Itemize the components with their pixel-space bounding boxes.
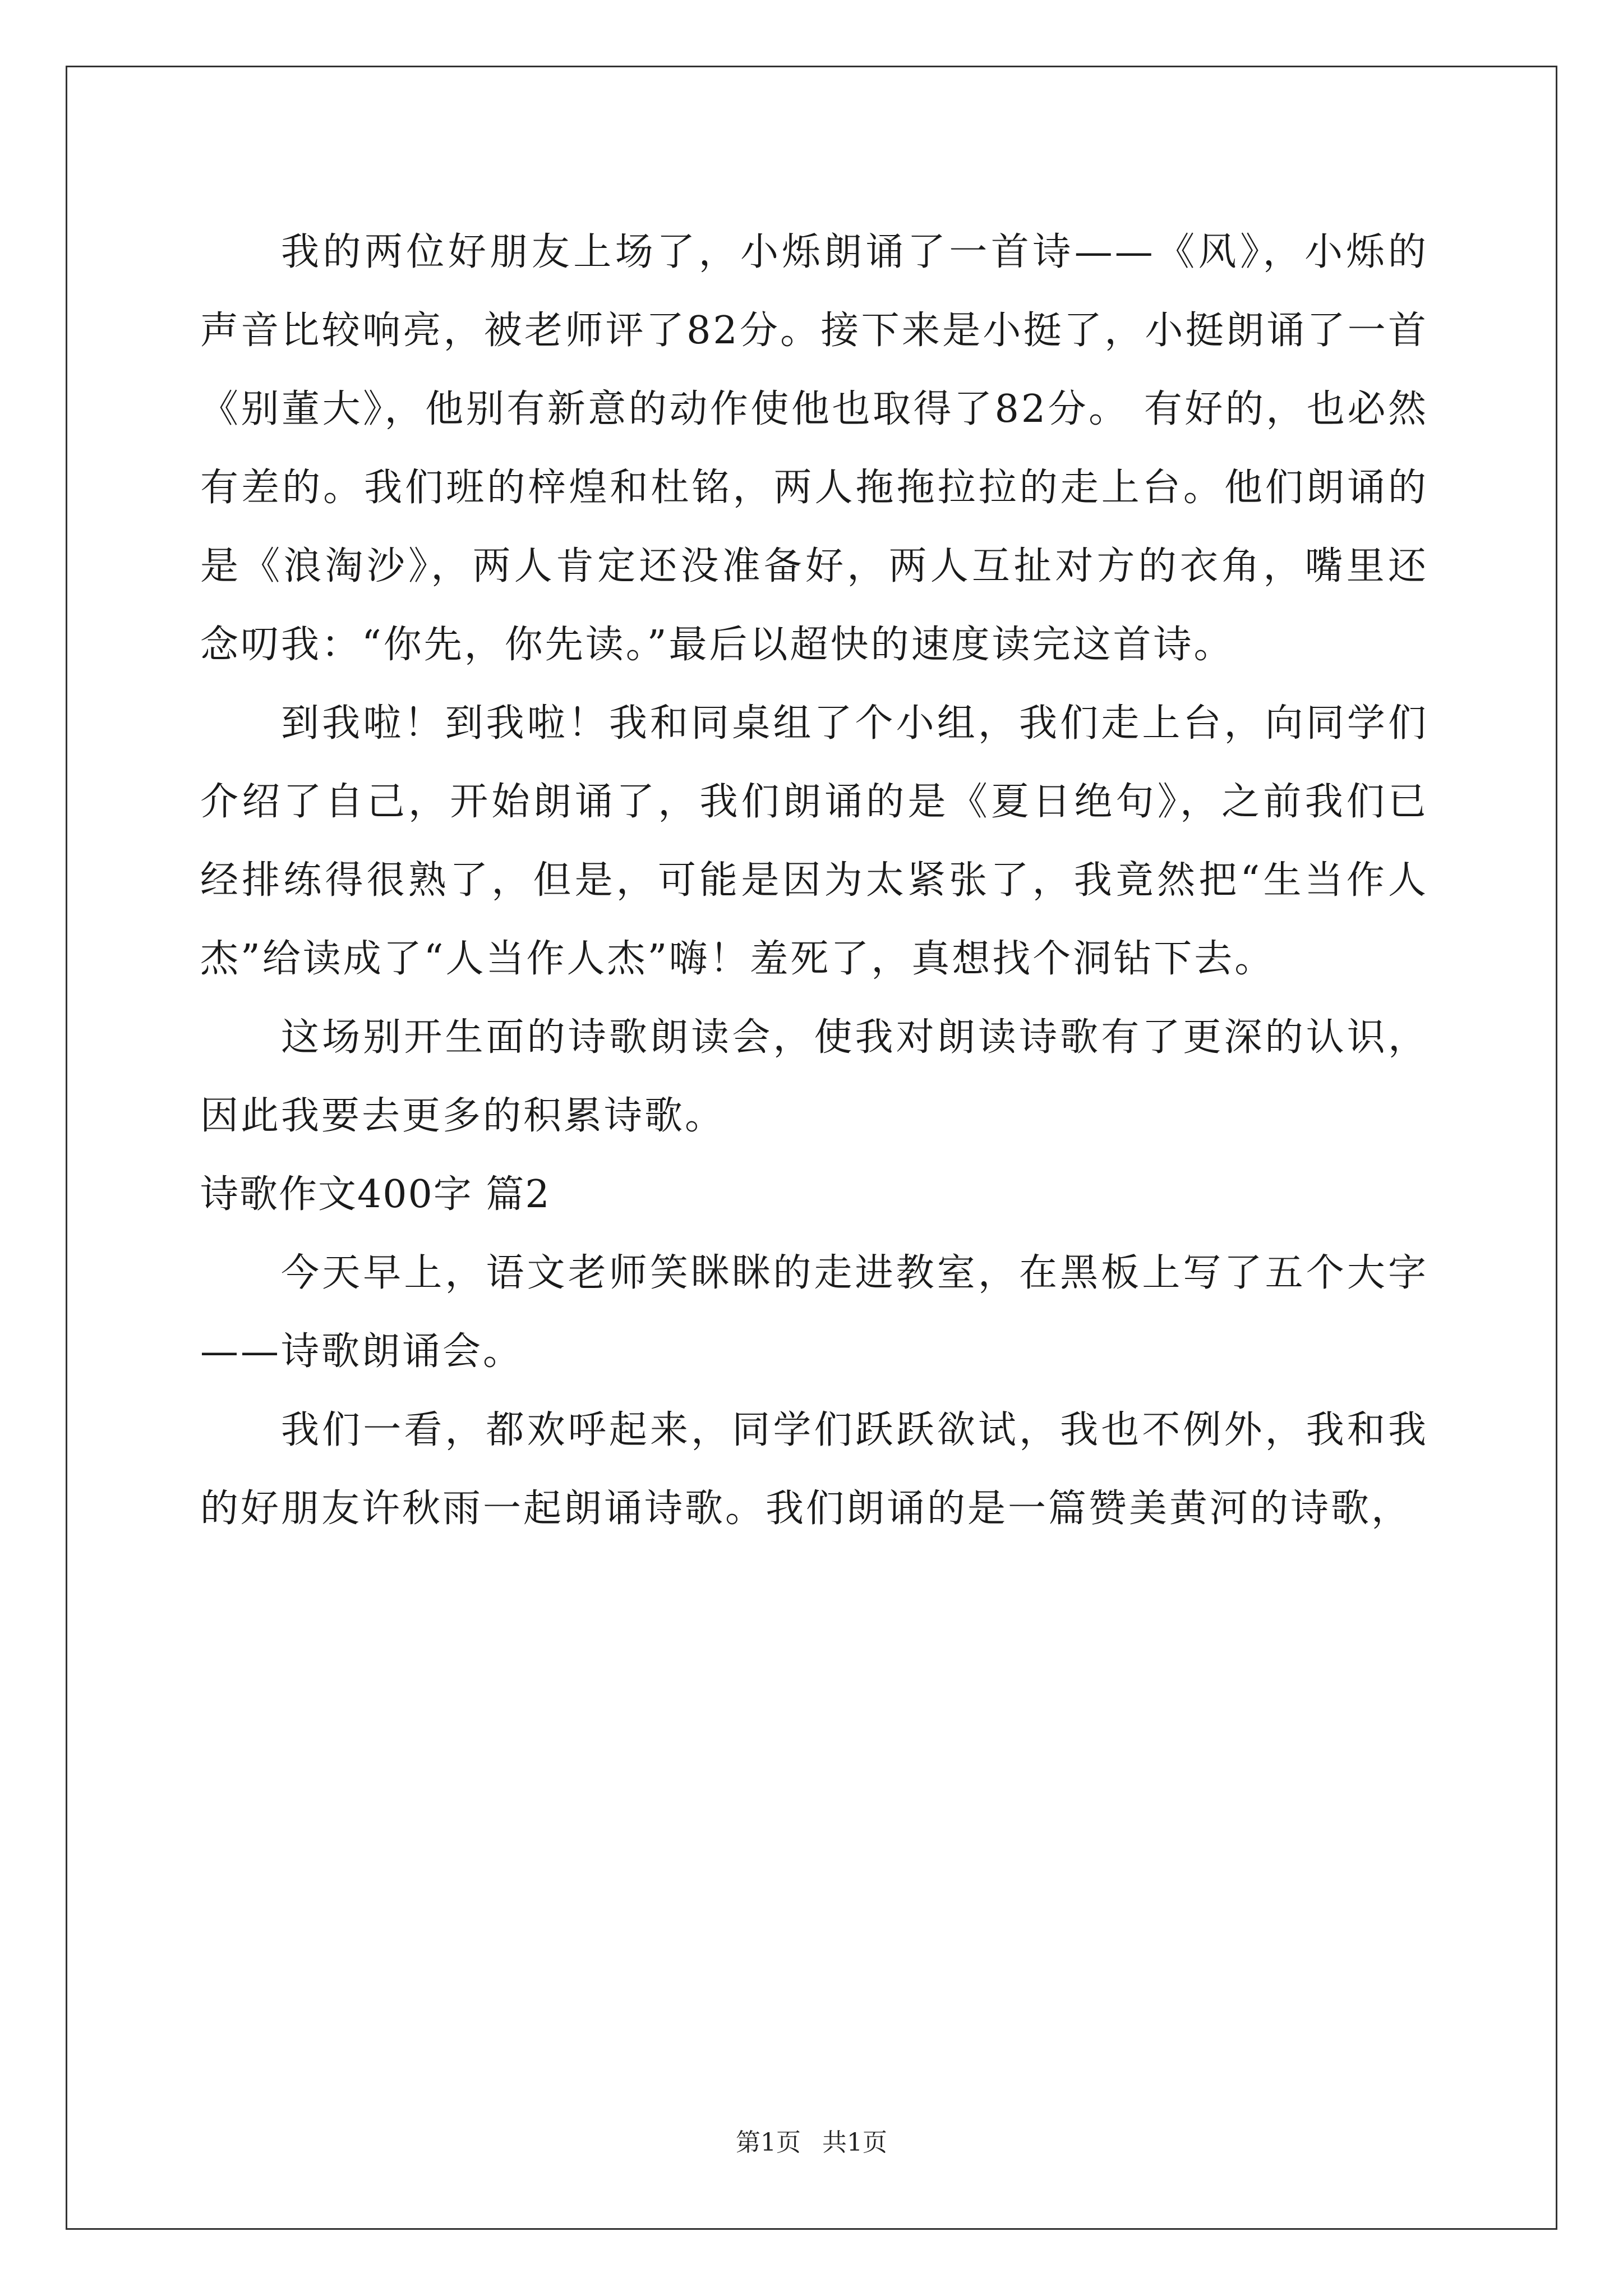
document-body <box>200 213 1428 1548</box>
paragraph-4: 今天早上，语文老师笑眯眯的走进教室，在黑板上写了五个大字——诗歌朗诵会。 <box>200 1251 1428 1374</box>
paragraph-3: 这场别开生面的诗歌朗读会，使我对朗读诗歌有了更深的认识，因此我要去更多的积累诗歌。 <box>200 1015 1428 1138</box>
page-number: 第1页 <box>736 2128 801 2157</box>
page-total: 共1页 <box>822 2128 887 2157</box>
paragraph-2: 到我啦！到我啦！我和同桌组了个小组，我们走上台，向同学们介绍了自己，开始朗诵了，我们朗诵的是《夏日绝句》，之前我们已经排练得很熟了，但是，可能是因为太紧张了，我竟然把“生当作人杰”给读成了“人当作人杰”嗨！羞死了，真想找个洞钻下去。 <box>200 701 1428 981</box>
paragraph-5: 我们一看，都欢呼起来，同学们跃跃欲试，我也不例外，我和我的好朋友许秋雨一起朗诵诗歌。我们朗诵的是一篇赞美黄河的诗歌， <box>200 1408 1428 1531</box>
section-heading: 诗歌作文400字 篇2 <box>200 1172 551 1217</box>
page-footer <box>0 2126 1623 2160</box>
paragraph-1: 我的两位好朋友上场了，小烁朗诵了一首诗——《风》，小烁的声音比较响亮，被老师评了82分。接下来是小挺了，小挺朗诵了一首《别董大》，他别有新意的动作使他也取得了82分。 有好的，也必然有差的。我们班的梓煌和杜铭，两人拖拖拉拉的走上台。他们朗诵的是《浪淘沙》，两人肯定还没准备好，两人互扯对方的衣角，嘴里还念叨我：“你先，你先读。”最后以超快的速度读完这首诗。 <box>200 230 1428 667</box>
